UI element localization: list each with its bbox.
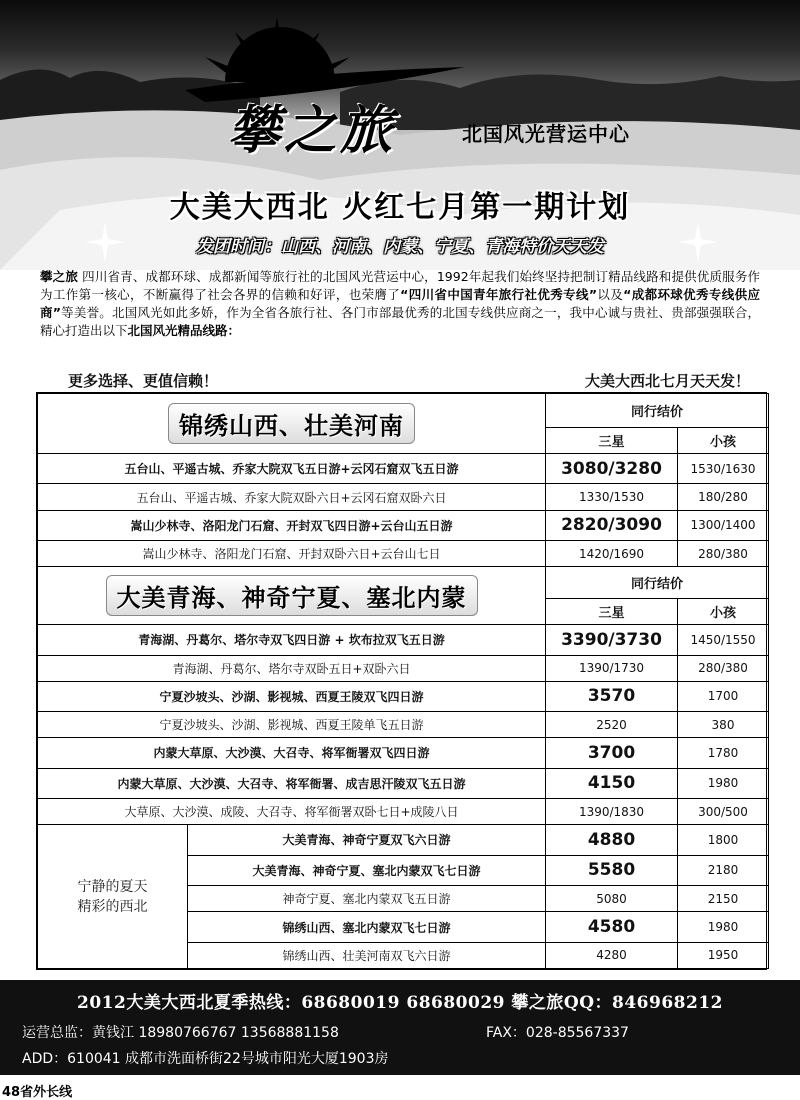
price-three-star: 3390/3730 — [546, 625, 678, 655]
price-child: 1300/1400 — [678, 510, 769, 540]
table-row — [38, 541, 769, 567]
price-child: 380 — [678, 712, 769, 738]
hotline-text: 2012大美大西北夏季热线：68680019 68680029 攀之旅QQ：846968212 — [77, 993, 723, 1013]
price-child: 1450/1550 — [678, 625, 769, 655]
price-three-star: 5580 — [546, 855, 678, 885]
route-name: 宁夏沙坡头、沙湖、影视城、西夏王陵单飞五日游 — [38, 712, 546, 738]
route-name: 嵩山少林寺、洛阳龙门石窟、开封双飞四日游+云台山五日游 — [38, 510, 546, 540]
route-name: 宁夏沙坡头、沙湖、影视城、西夏王陵双飞四日游 — [38, 681, 546, 711]
tagline-right: 大美大西北七月天天发！ — [584, 372, 750, 390]
route-name: 五台山、平遥古城、乔家大院双卧六日+云冈石窟双卧六日 — [38, 484, 546, 510]
price-three-star: 4880 — [546, 825, 678, 855]
price-three-star: 1390/1830 — [546, 799, 678, 825]
price-three-star: 4580 — [546, 912, 678, 942]
price-three-star: 2820/3090 — [546, 510, 678, 540]
table-row — [38, 825, 769, 855]
tagline-left: 更多选择、更值信赖！ — [68, 372, 219, 390]
route-name: 大美青海、神奇宁夏双飞六日游 — [188, 825, 546, 855]
table-row — [38, 681, 769, 711]
price-child: 280/380 — [678, 655, 769, 681]
intro-mid: 以及 — [597, 287, 624, 302]
price-child: 2180 — [678, 855, 769, 885]
slogan-cell — [38, 825, 188, 969]
intro-text-2: 等美誉。北国风光如此多娇，作为全省各旅行社、各门市部最优秀的北国专线供应商之一，我中心诚与贵社、贵部强强联合，精心打造出以下 — [40, 305, 760, 338]
main-title: 大美大西北 火红七月第一期计划 — [169, 190, 631, 225]
table-row — [38, 484, 769, 510]
price-child: 280/380 — [678, 541, 769, 567]
price-three-star: 1390/1730 — [546, 655, 678, 681]
price-child: 1800 — [678, 825, 769, 855]
address: ADD：610041 成都市洗面桥街22号城市阳光大厦1903房 — [22, 1051, 389, 1067]
price-three-star: 3080/3280 — [546, 454, 678, 484]
route-name: 神奇宁夏、塞北内蒙双飞五日游 — [188, 886, 546, 912]
table-row — [38, 799, 769, 825]
route-name: 锦绣山西、塞北内蒙双飞七日游 — [188, 912, 546, 942]
route-name: 锦绣山西、壮美河南双飞六日游 — [188, 942, 546, 968]
price-three-star: 3700 — [546, 738, 678, 768]
route-name: 内蒙大草原、大沙漠、大召寺、将军衙署、成吉思汗陵双飞五日游 — [38, 768, 546, 798]
price-header: 同行结价 — [546, 567, 769, 599]
price-child: 1980 — [678, 912, 769, 942]
section-title: 锦绣山西、壮美河南 — [38, 394, 546, 454]
route-name: 大美青海、神奇宁夏、塞北内蒙双飞七日游 — [188, 855, 546, 885]
col-three-star: 三星 — [546, 428, 678, 454]
price-child: 1950 — [678, 942, 769, 968]
price-three-star: 3570 — [546, 681, 678, 711]
price-child: 1530/1630 — [678, 454, 769, 484]
footer-contact-bar — [0, 980, 800, 1075]
intro-highlight: 北国风光精品线路： — [127, 323, 241, 338]
intro-text-1: 四川省青、成都环球、成都新闻等旅行社的北国风光营运中心，1992年起我们始终坚持把制订精品线路和提供优质服务作为工作第一核心，不断赢得了社会各界的信赖和好评，也荣膺了 — [40, 269, 760, 302]
manager-contact: 运营总监：黄钱江 18980766767 13568881158 — [22, 1025, 339, 1041]
price-child: 300/500 — [678, 799, 769, 825]
price-table — [36, 392, 767, 970]
table-row — [38, 655, 769, 681]
intro-honor-2: “成都环球优秀专线供应商” — [40, 287, 760, 320]
header-banner — [0, 0, 800, 270]
sparkle-icon — [678, 222, 718, 262]
route-name: 五台山、平遥古城、乔家大院双飞五日游+云冈石窟双飞五日游 — [38, 454, 546, 484]
fax-number: FAX：028-85567337 — [486, 1025, 629, 1041]
route-name: 青海湖、丹葛尔、塔尔寺双飞四日游 + 坎布拉双飞五日游 — [38, 625, 546, 655]
price-three-star: 1330/1530 — [546, 484, 678, 510]
sub-title: 发团时间：山西、河南、内蒙、宁夏、青海特价天天发 — [196, 237, 604, 257]
section-title: 大美青海、神奇宁夏、塞北内蒙 — [38, 567, 546, 625]
price-three-star: 4150 — [546, 768, 678, 798]
page-label: 48省外长线 — [2, 1085, 73, 1100]
price-three-star: 5080 — [546, 886, 678, 912]
route-name: 内蒙大草原、大沙漠、大召寺、将军衙署双飞四日游 — [38, 738, 546, 768]
intro-paragraph — [40, 268, 760, 340]
table-row — [38, 768, 769, 798]
route-name: 嵩山少林寺、洛阳龙门石窟、开封双卧六日+云台山七日 — [38, 541, 546, 567]
table-row — [38, 454, 769, 484]
brand-logo-text: 攀之旅 — [228, 100, 397, 161]
price-three-star: 1420/1690 — [546, 541, 678, 567]
price-child: 180/280 — [678, 484, 769, 510]
route-name: 大草原、大沙漠、成陵、大召寺、将军衙署双卧七日+成陵八日 — [38, 799, 546, 825]
price-child: 1700 — [678, 681, 769, 711]
col-three-star: 三星 — [546, 599, 678, 625]
intro-honor-1: “四川省中国青年旅行社优秀专线” — [400, 287, 598, 302]
price-child: 2150 — [678, 886, 769, 912]
slogan-line-2: 精彩的西北 — [77, 898, 148, 915]
route-name: 青海湖、丹葛尔、塔尔寺双卧五日+双卧六日 — [38, 655, 546, 681]
price-three-star: 2520 — [546, 712, 678, 738]
table-row — [38, 738, 769, 768]
intro-lead: 攀之旅 — [40, 269, 79, 284]
table-row — [38, 510, 769, 540]
price-header: 同行结价 — [546, 394, 769, 428]
price-three-star: 4280 — [546, 942, 678, 968]
table-row — [38, 625, 769, 655]
price-child: 1780 — [678, 738, 769, 768]
taglines — [40, 370, 760, 392]
center-name: 北国风光营运中心 — [462, 122, 630, 146]
price-child: 1980 — [678, 768, 769, 798]
col-child: 小孩 — [678, 599, 769, 625]
slogan-line-1: 宁静的夏天 — [77, 878, 148, 895]
table-row — [38, 712, 769, 738]
col-child: 小孩 — [678, 428, 769, 454]
